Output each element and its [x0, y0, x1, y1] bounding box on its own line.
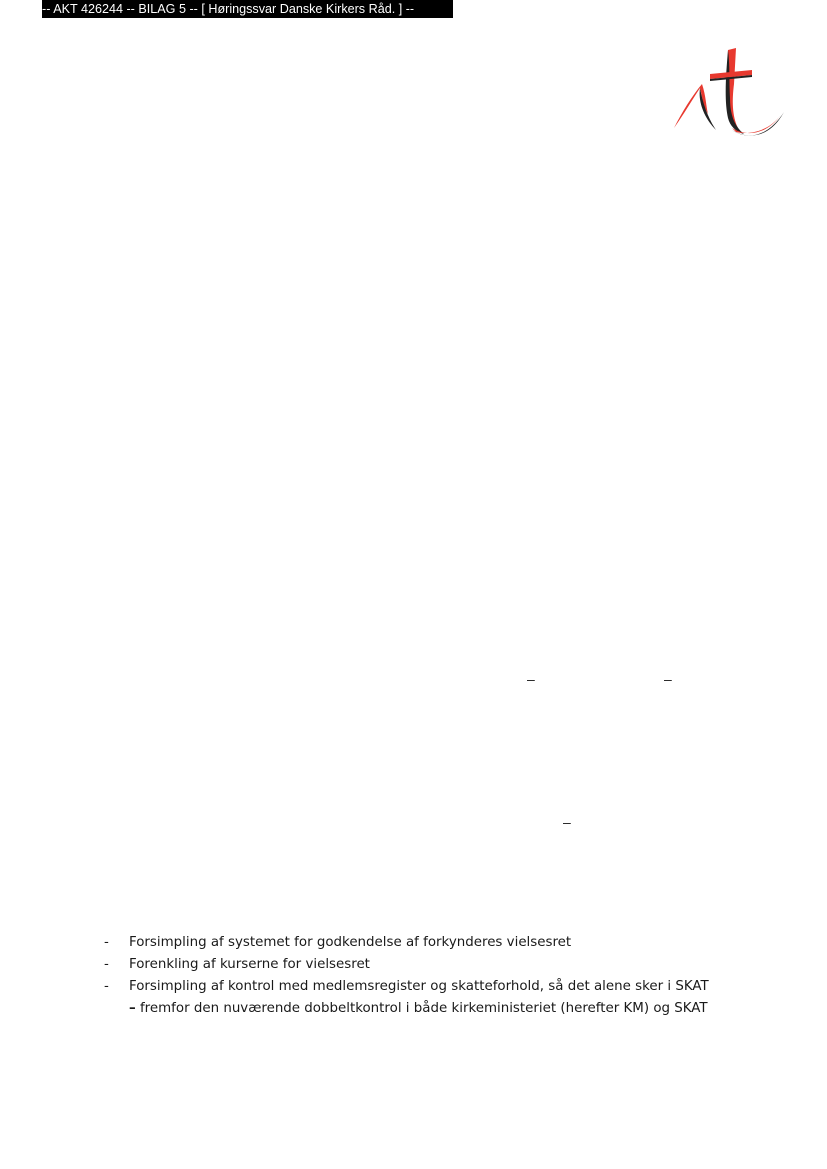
bullet-marker: -: [104, 957, 109, 972]
document-stamp-header: [42, 0, 453, 18]
cross-t-logo-icon: [670, 44, 786, 142]
list-item: [104, 954, 764, 976]
list-item: [104, 932, 764, 954]
list-item-text: Forsimpling af kontrol med medlemsregister og skatteforhold, så det alene sker i SKAT: [129, 979, 709, 994]
stray-dash-mark: –: [563, 814, 571, 830]
bullet-marker: -: [104, 979, 109, 994]
stray-dash-mark: –: [664, 671, 672, 687]
list-item: [104, 976, 764, 1020]
inline-dash: –: [129, 1001, 136, 1016]
list-item-text: Forenkling af kurserne for vielsesret: [129, 957, 370, 972]
list-item-text: Forsimpling af systemet for godkendelse af forkynderes vielsesret: [129, 935, 572, 950]
proposal-bullet-list: [104, 932, 764, 1020]
stray-dash-mark: –: [527, 671, 535, 687]
bullet-marker: -: [104, 935, 109, 950]
document-stamp-text: -- AKT 426244 -- BILAG 5 -- [ Høringssvar Danske Kirkers Råd. ] --: [42, 2, 415, 16]
list-item-text: fremfor den nuværende dobbeltkontrol i både kirkeministeriet (herefter KM) og SKAT: [139, 1001, 708, 1016]
